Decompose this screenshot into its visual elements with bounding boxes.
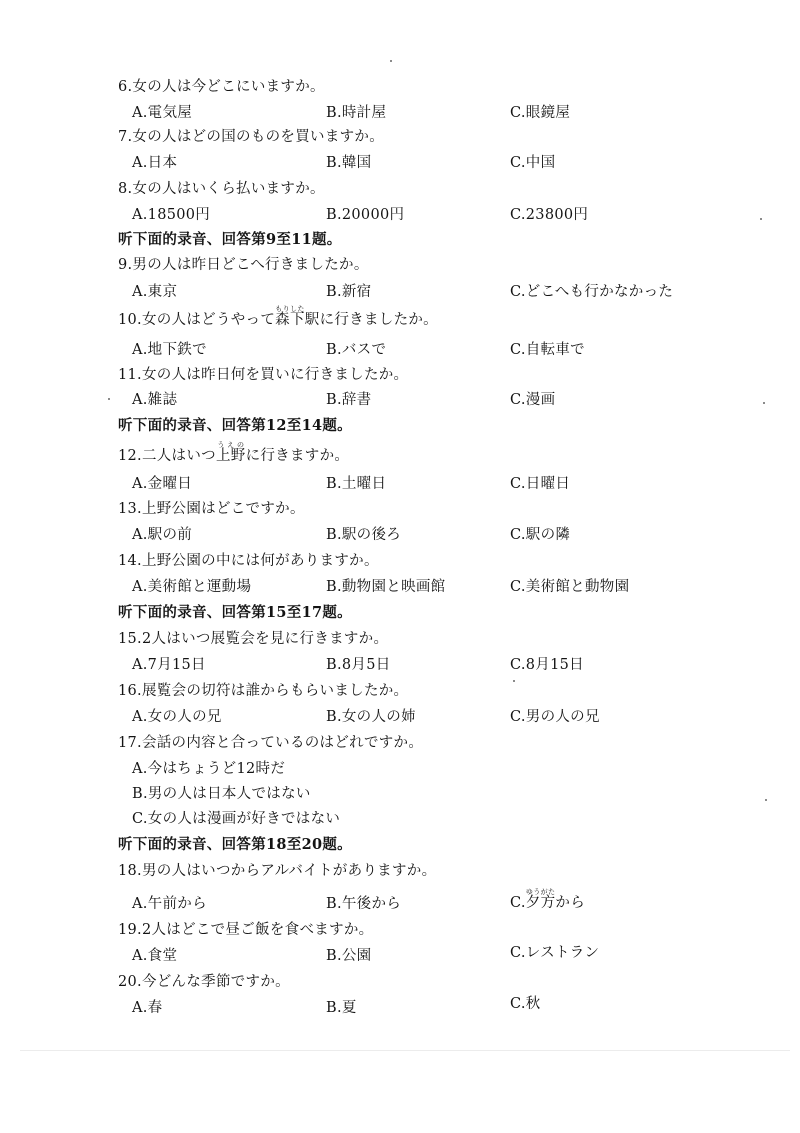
question-13: 13.上野公園はどこですか。 <box>118 501 305 517</box>
option-18a: A.午前から <box>132 896 207 912</box>
question-10-post: 駅に行きましたか。 <box>304 312 438 328</box>
question-12 <box>118 441 349 465</box>
option-13a: A.駅の前 <box>132 527 193 543</box>
scan-speck <box>513 680 515 682</box>
question-12-post: に行きますか。 <box>245 448 350 464</box>
question-20: 20.今どんな季節ですか。 <box>118 974 290 990</box>
option-11c: C.漫画 <box>510 392 556 408</box>
section-header-18-20: 听下面的录音、回答第18至20题。 <box>118 836 352 853</box>
option-7a: A.日本 <box>132 155 178 171</box>
option-17a: A.今はちょうど12時だ <box>132 761 286 777</box>
option-17c: C.女の人は漫画が好きではない <box>132 811 341 827</box>
option-8c: C.23800円 <box>510 207 589 223</box>
option-20a: A.春 <box>132 1000 163 1016</box>
section-header-9-11: 听下面的录音、回答第9至11题。 <box>118 231 342 248</box>
section-header-15-17: 听下面的录音、回答第15至17题。 <box>118 604 352 621</box>
option-16a: A.女の人の兄 <box>132 709 222 725</box>
furigana-ueno-reading: うえの <box>215 441 246 449</box>
option-19c: C.レストラン <box>510 945 600 961</box>
option-14a: A.美術館と運動場 <box>132 579 252 595</box>
option-18c-pre: C. <box>510 895 526 911</box>
question-10 <box>118 305 438 329</box>
section-header-12-14: 听下面的录音、回答第12至14题。 <box>118 417 352 434</box>
question-9: 9.男の人は昨日どこへ行きましたか。 <box>118 257 369 273</box>
question-16: 16.展覧会の切符は誰からもらいましたか。 <box>118 683 409 699</box>
question-10-pre: 10.女の人はどうやって <box>118 312 276 328</box>
option-6c: C.眼鏡屋 <box>510 105 571 121</box>
option-9b: B.新宿 <box>326 284 372 300</box>
question-12-pre: 12.二人はいつ <box>118 448 216 464</box>
question-7: 7.女の人はどの国のものを買いますか。 <box>118 129 385 145</box>
option-19b: B.公園 <box>326 948 372 964</box>
furigana-morishita-reading: もりした <box>275 305 305 313</box>
question-14: 14.上野公園の中には何がありますか。 <box>118 553 379 569</box>
page-bottom-rule <box>20 1050 790 1051</box>
option-15b: B.8月5日 <box>326 657 391 673</box>
question-17: 17.会話の内容と合っているのはどれですか。 <box>118 735 424 751</box>
option-14b: B.動物園と映画館 <box>326 579 446 595</box>
scan-speck <box>763 402 765 404</box>
option-15c: C.8月15日 <box>510 657 584 673</box>
furigana-yuugata-reading: ゆうがた <box>525 888 556 896</box>
option-9c: C.どこへも行かなかった <box>510 284 674 300</box>
option-12c: C.日曜日 <box>510 476 571 492</box>
option-8b: B.20000円 <box>326 207 405 223</box>
option-7b: B.韓国 <box>326 155 372 171</box>
option-9a: A.東京 <box>132 284 178 300</box>
option-20b: B.夏 <box>326 1000 357 1016</box>
furigana-morishita <box>275 305 305 328</box>
scan-speck <box>108 398 110 400</box>
furigana-yuugata-base: 夕方 <box>525 895 556 911</box>
scan-speck <box>390 60 392 62</box>
option-12b: B.土曜日 <box>326 476 387 492</box>
option-16c: C.男の人の兄 <box>510 709 600 725</box>
option-8a: A.18500円 <box>132 207 211 223</box>
scan-speck <box>760 218 762 220</box>
option-12a: A.金曜日 <box>132 476 193 492</box>
question-8: 8.女の人はいくら払いますか。 <box>118 181 325 197</box>
option-11a: A.雑誌 <box>132 392 178 408</box>
option-17b: B.男の人は日本人ではない <box>132 786 311 802</box>
option-10a: A.地下鉄で <box>132 342 207 358</box>
option-19a: A.食堂 <box>132 948 178 964</box>
option-14c: C.美術館と動物園 <box>510 579 630 595</box>
question-18: 18.男の人はいつからアルバイトがありますか。 <box>118 863 437 879</box>
option-7c: C.中国 <box>510 155 556 171</box>
option-11b: B.辞書 <box>326 392 372 408</box>
option-15a: A.7月15日 <box>132 657 206 673</box>
furigana-ueno-base: 上野 <box>215 448 246 464</box>
option-20c: C.秋 <box>510 996 541 1012</box>
furigana-ueno <box>215 441 246 464</box>
option-13c: C.駅の隣 <box>510 527 571 543</box>
option-10c: C.自転車で <box>510 342 585 358</box>
furigana-yuugata <box>525 888 556 911</box>
option-18c <box>510 888 585 912</box>
option-16b: B.女の人の姉 <box>326 709 416 725</box>
option-18c-post: から <box>555 895 586 911</box>
option-6b: B.時計屋 <box>326 105 387 121</box>
question-19: 19.2人はどこで昼ご飯を食べますか。 <box>118 922 374 938</box>
furigana-morishita-base: 森下 <box>275 312 305 328</box>
option-6a: A.電気屋 <box>132 105 193 121</box>
option-10b: B.バスで <box>326 342 387 358</box>
option-13b: B.駅の後ろ <box>326 527 402 543</box>
question-6: 6.女の人は今どこにいますか。 <box>118 79 325 95</box>
question-11: 11.女の人は昨日何を買いに行きましたか。 <box>118 367 409 383</box>
question-15: 15.2人はいつ展覧会を見に行きますか。 <box>118 631 389 647</box>
option-18b: B.午後から <box>326 896 402 912</box>
scan-speck <box>765 799 767 801</box>
